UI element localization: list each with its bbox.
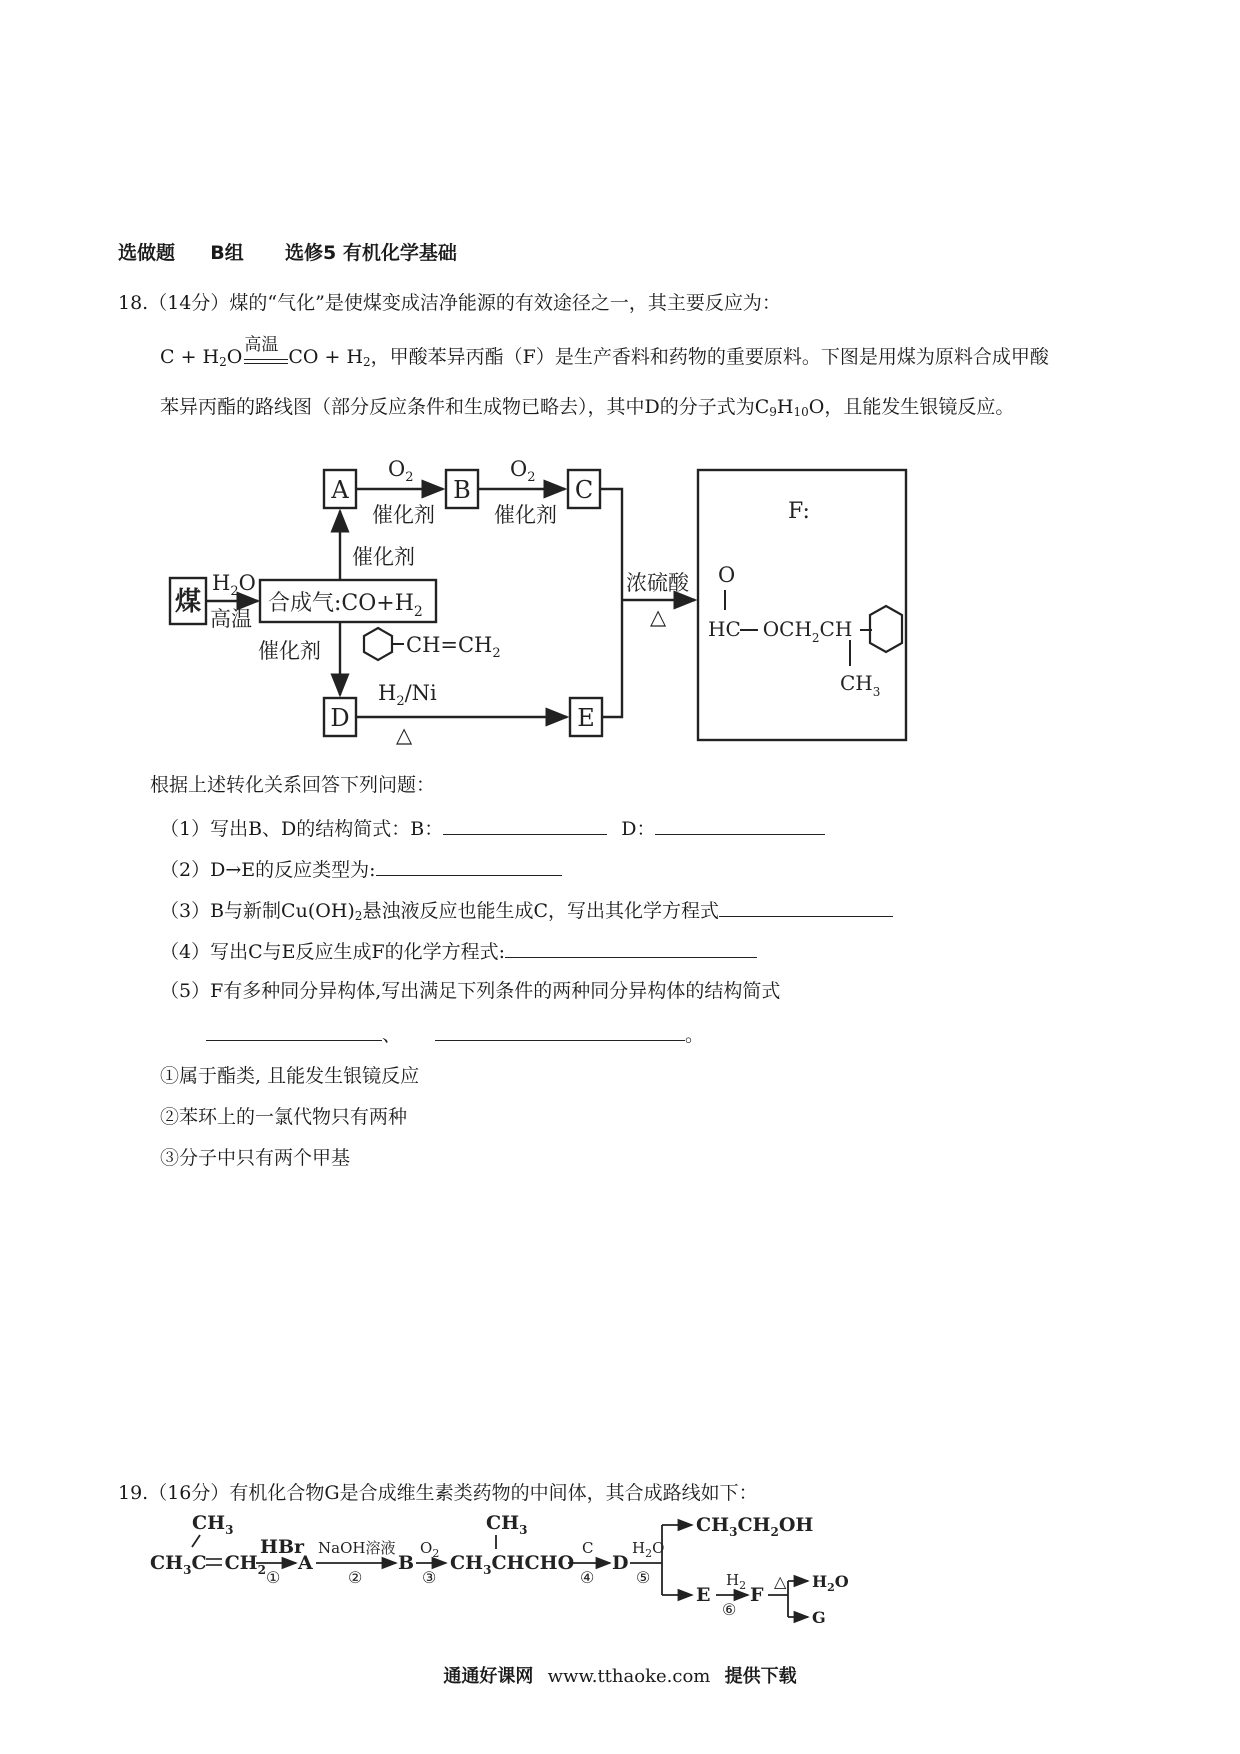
coal-label: 煤 [174, 587, 202, 617]
answer-blank-2[interactable] [376, 855, 562, 876]
q18-intro [118, 290, 781, 316]
q18-part5: （5）F有多种同分异构体,写出满足下列条件的两种同分异构体的结构简式 [160, 980, 781, 1002]
part1-d-text: D： [621, 818, 656, 840]
part4-text: （4）写出C与E反应生成F的化学方程式: [160, 941, 506, 963]
q18-part5-blanks [206, 1020, 704, 1048]
start-compound: $CH_3C$ $CH_2$ [150, 1552, 266, 1577]
compound-e: E [696, 1584, 711, 1606]
benzene-ring-f [870, 606, 902, 652]
q18-part3 [160, 896, 893, 924]
o2-cond-1: $O_2$ [388, 457, 414, 485]
ald-ch3: $CH_3$ [486, 1512, 528, 1537]
q19-intro [118, 1480, 758, 1506]
part1-text: （1）写出B、D的结构简式：B： [160, 818, 444, 840]
q19-number: 19. [118, 1482, 149, 1504]
catalyst-ab: 催化剂 [372, 503, 435, 527]
eq-left: C + H [160, 346, 220, 368]
step-4: ④ [580, 1568, 595, 1587]
q18-condition-1: ①属于酯类, 且能发生银镜反应 [160, 1065, 420, 1087]
footer-suffix: 提供下载 [724, 1666, 797, 1687]
f-carbonyl-o: O [718, 563, 736, 587]
q18-synthesis-diagram [160, 430, 920, 760]
footer-site: 通通好课网 [443, 1666, 534, 1687]
label-e: E [577, 704, 595, 732]
ethanol: $CH_3CH_2OH$ [696, 1514, 814, 1539]
hbr: HBr [260, 1536, 305, 1558]
step-2: ② [348, 1568, 363, 1587]
h2o-reagent: $H_2O$ [632, 1539, 665, 1560]
eq-arrow [242, 335, 288, 370]
q18-line3-sub2: 10 [793, 405, 809, 419]
section-module: 选修5 有机化学基础 [285, 242, 457, 264]
q18-part2 [160, 855, 562, 883]
answer-blank-d[interactable] [655, 814, 825, 835]
catalyst-bc: 催化剂 [494, 503, 557, 527]
eq-right: CO + H [288, 346, 364, 368]
answer-blank-b[interactable] [443, 814, 607, 835]
q19-score: （16分） [148, 1482, 230, 1504]
water-product: $H_2O$ [812, 1572, 849, 1594]
q18-intro-text: 煤的“气化”是使煤变成洁净能源的有效途径之一，其主要反应为： [229, 292, 781, 314]
section-header [118, 240, 457, 266]
label-a: A [331, 476, 349, 504]
part5-end: 。 [685, 1024, 705, 1046]
part5-separator: 、 [382, 1024, 402, 1046]
compound-a: A [298, 1552, 313, 1574]
aldehyde-compound: $CH_3CHCHO$ [450, 1552, 575, 1577]
delta-de: △ [396, 723, 413, 747]
answer-blank-5a[interactable] [206, 1020, 382, 1041]
o2-cond-2: $O_2$ [510, 457, 536, 485]
q18-condition-2: ②苯环上的一氯代物只有两种 [160, 1106, 408, 1128]
label-d: D [330, 704, 350, 732]
section-group: B组 [210, 242, 244, 264]
step-1: ① [266, 1568, 281, 1587]
syngas-label: 合成气$:CO+H_2$ [268, 591, 423, 620]
part3-sub: 2 [354, 909, 363, 923]
part3-text-b: 悬浊液反应也能生成C，写出其化学方程式 [362, 900, 719, 922]
part3-text-a: （3）B与新制Cu(OH) [160, 900, 355, 922]
eq-condition: 高温 [244, 335, 279, 355]
step-3: ③ [422, 1568, 437, 1587]
label-b: B [453, 476, 471, 504]
benzene-ring-styrene [364, 628, 392, 660]
q19-synthesis-scheme [140, 1505, 900, 1640]
q18-line3-c: O，且能发生银镜反应。 [808, 396, 1015, 418]
compound-g: G [812, 1608, 826, 1627]
part2-text: （2）D→E的反应类型为: [160, 859, 376, 881]
f-label: F: [788, 499, 810, 524]
q18-score: （14分） [148, 292, 230, 314]
eq-left-tail: O [226, 346, 243, 368]
h2-reagent: $H_2$ [726, 1571, 747, 1592]
answer-blank-5b[interactable] [435, 1020, 685, 1041]
c-reagent: C [582, 1539, 594, 1557]
answer-blank-3[interactable] [719, 896, 893, 917]
conc-h2so4: 浓硫酸 [626, 571, 689, 595]
q18-line3-sub1: 9 [769, 405, 777, 419]
q18-number: 18. [118, 292, 149, 314]
label-c: C [574, 476, 594, 504]
naoh: NaOH溶液 [318, 1539, 396, 1557]
eq-right-sub: 2 [363, 355, 371, 369]
catalyst-syngas-d: 催化剂 [258, 639, 321, 663]
start-ch3: $CH_3$ [192, 1512, 234, 1537]
delta-fg: △ [774, 1572, 787, 1591]
catalyst-syngas-a: 催化剂 [352, 545, 415, 569]
high-temp-cond: 高温 [210, 607, 252, 631]
compound-d: D [612, 1552, 629, 1574]
q18-condition-3: ③分子中只有两个甲基 [160, 1147, 351, 1169]
compound-f: F [750, 1584, 764, 1606]
q18-line2: ，甲酸苯异丙酯（F）是生产香料和药物的重要原料。下图是用煤为原料合成甲酸 [370, 346, 1049, 368]
compound-b: B [398, 1552, 415, 1574]
q19-intro-text: 有机化合物G是合成维生素类药物的中间体，其合成路线如下： [229, 1482, 758, 1504]
section-label: 选做题 [118, 242, 176, 264]
answer-blank-4[interactable] [505, 937, 757, 958]
step-5: ⑤ [636, 1568, 651, 1587]
delta-f: △ [650, 605, 667, 629]
footer [0, 1662, 1240, 1688]
f-formula: HC $OCH_2CH$ [708, 617, 853, 645]
q18-part1 [160, 814, 825, 842]
q18-prompt: 根据上述转化关系回答下列问题： [150, 774, 436, 796]
eq-left-sub: 2 [219, 355, 227, 369]
f-ch3: $CH_3$ [840, 671, 881, 699]
q18-line3 [160, 394, 1014, 420]
q18-equation-line [160, 335, 1049, 370]
q18-line3-b: H [776, 396, 794, 418]
step-6: ⑥ [722, 1600, 737, 1619]
styrene-label: $CH=CH_2$ [406, 633, 501, 661]
footer-url[interactable]: www.tthaoke.com [547, 1666, 711, 1687]
h2ni-cond: $H_2/Ni$ [378, 681, 437, 709]
q18-line3-a: 苯异丙酯的路线图（部分反应条件和生成物已略去），其中D的分子式为C [160, 396, 770, 418]
h2o-cond: $H_2O$ [212, 571, 256, 599]
q18-part4 [160, 937, 757, 965]
o2-reagent: $O_2$ [420, 1539, 440, 1560]
